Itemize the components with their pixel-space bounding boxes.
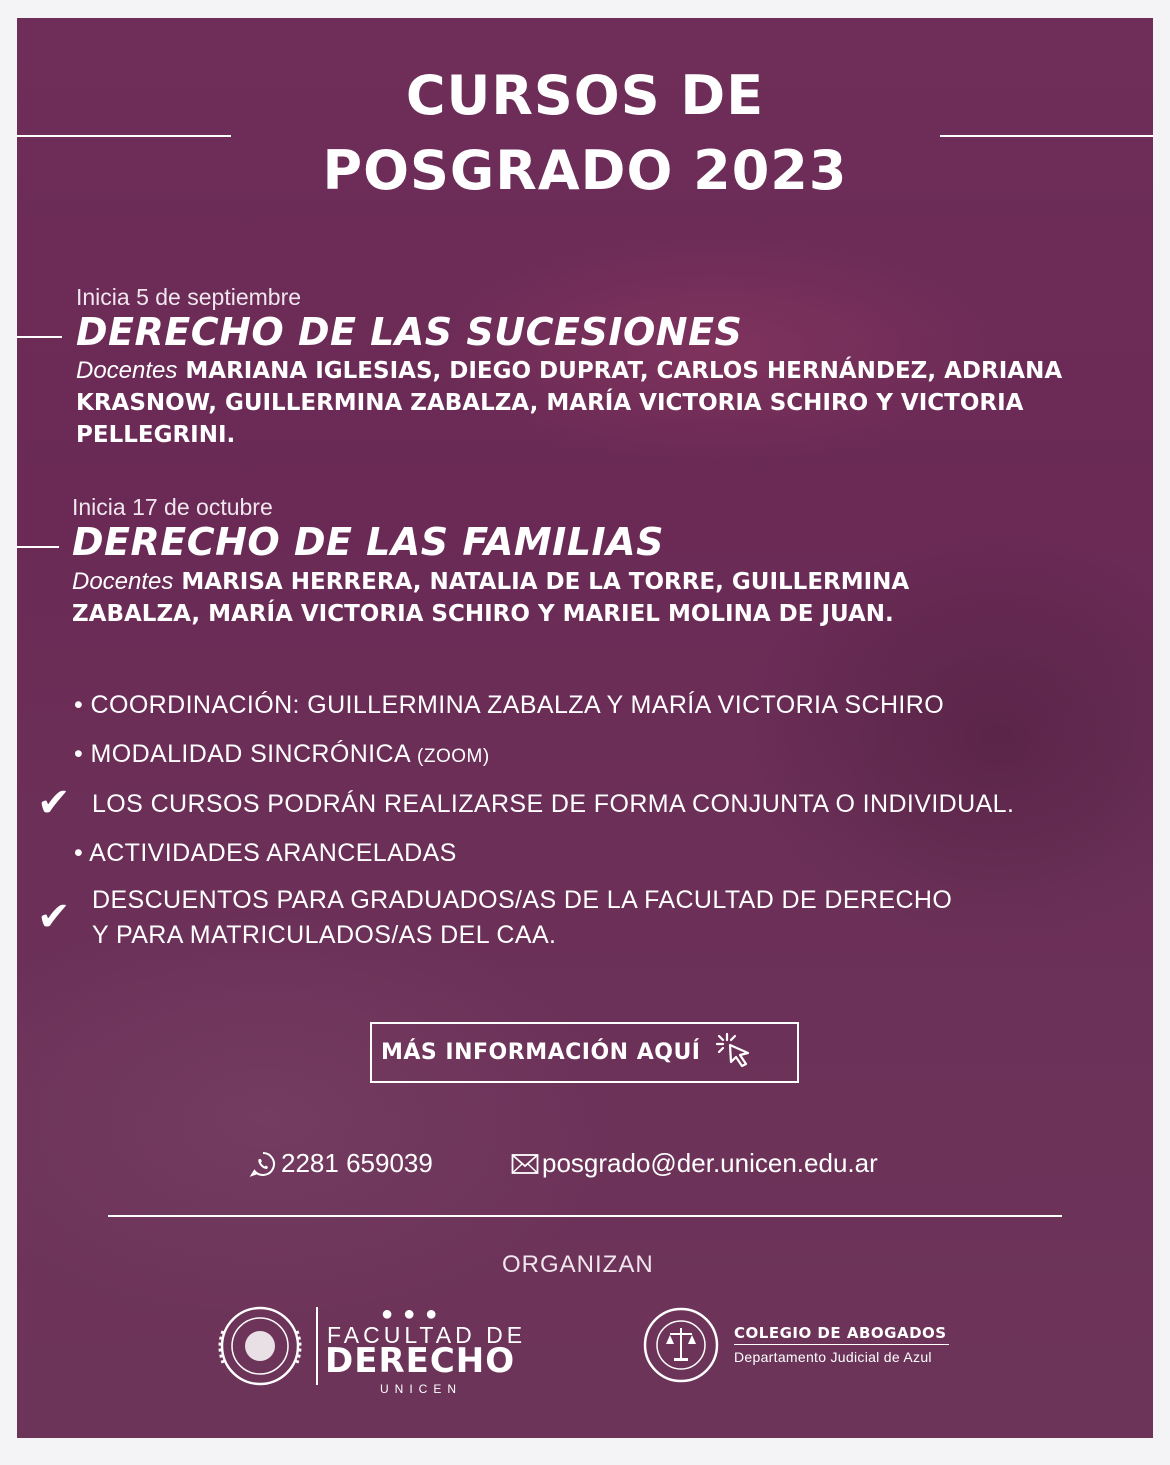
- facultad-seal-icon: [215, 1301, 305, 1391]
- check-icon: ✔: [37, 780, 71, 826]
- whatsapp-icon: [249, 1150, 277, 1178]
- email-address: posgrado@der.unicen.edu.ar: [542, 1148, 878, 1178]
- colegio-subtitle: Departamento Judicial de Azul: [734, 1349, 932, 1365]
- info-discounts-line2: Y PARA MATRICULADOS/AS DEL CAA.: [92, 921, 557, 949]
- course-2-marker: [17, 546, 59, 548]
- poster: [17, 18, 1153, 1438]
- course-1-teachers: [76, 355, 1136, 451]
- page-title-line1: CURSOS DE: [405, 64, 765, 127]
- contact-email[interactable]: [511, 1148, 878, 1179]
- colegio-rule: [734, 1344, 949, 1345]
- check-icon: ✔: [37, 894, 71, 940]
- course-1-teachers-names: MARIANA IGLESIAS, DIEGO DUPRAT, CARLOS HERNÁNDEZ, ADRIANA KRASNOW, GUILLERMINA ZABALZA, MARÍA VICTORIA SCHIRO Y VICTORIA PELLEGRINI.: [76, 358, 1063, 448]
- bullet: •: [74, 740, 84, 768]
- course-1-marker: [17, 336, 62, 338]
- fees-text: ACTIVIDADES ARANCELADAS: [89, 839, 457, 867]
- more-info-label: MÁS INFORMACIÓN AQUÍ: [381, 1040, 701, 1065]
- envelope-icon: [511, 1153, 539, 1175]
- organizan-label: ORGANIZAN: [502, 1251, 654, 1278]
- colegio-title: COLEGIO DE ABOGADOS: [734, 1324, 947, 1342]
- facultad-logo: [215, 1301, 527, 1396]
- facultad-line1: FACULTAD DE: [327, 1322, 527, 1348]
- info-coordination: [74, 691, 944, 720]
- course-2-start-date: Inicia 17 de octubre: [72, 494, 273, 520]
- colegio-logo: [642, 1306, 962, 1386]
- course-2-teachers-names: MARISA HERRERA, NATALIA DE LA TORRE, GUILLERMINA ZABALZA, MARÍA VICTORIA SCHIRO Y MARIEL MOLINA DE JUAN.: [72, 569, 910, 627]
- cursor-click-icon: [715, 1031, 759, 1075]
- course-1-start-date: Inicia 5 de septiembre: [76, 284, 302, 310]
- course-2-teachers-label: Docentes: [72, 568, 174, 595]
- contact-phone[interactable]: [249, 1148, 433, 1179]
- info-joint-text: LOS CURSOS PODRÁN REALIZARSE DE FORMA CONJUNTA O INDIVIDUAL.: [92, 790, 1015, 818]
- info-modality: [74, 740, 490, 769]
- course-2-teachers: [72, 566, 1032, 630]
- logo-divider: [316, 1307, 318, 1385]
- facultad-line3: UNICEN: [380, 1382, 463, 1396]
- modality-text: MODALIDAD SINCRÓNICA: [90, 740, 410, 768]
- course-1-title: DERECHO DE LAS SUCESIONES: [76, 310, 743, 354]
- info-discounts-line1: DESCUENTOS PARA GRADUADOS/AS DE LA FACULTAD DE DERECHO: [92, 886, 953, 914]
- course-1-teachers-label: Docentes: [76, 357, 178, 384]
- coordination-text: COORDINACIÓN: GUILLERMINA ZABALZA Y MARÍA VICTORIA SCHIRO: [90, 691, 945, 719]
- more-info-button[interactable]: [370, 1022, 799, 1083]
- bullet: •: [74, 691, 84, 719]
- modality-note: (ZOOM): [417, 746, 490, 767]
- phone-number: 2281 659039: [281, 1148, 433, 1178]
- colegio-seal-icon: [642, 1306, 720, 1384]
- facultad-line2: DERECHO: [325, 1341, 516, 1381]
- course-2-title: DERECHO DE LAS FAMILIAS: [72, 520, 664, 564]
- bullet: •: [74, 839, 84, 867]
- info-fees: [74, 839, 457, 868]
- footer-divider: [108, 1215, 1062, 1217]
- logo-dots: ●●●: [381, 1303, 448, 1325]
- page-title-line2: POSGRADO 2023: [322, 139, 848, 202]
